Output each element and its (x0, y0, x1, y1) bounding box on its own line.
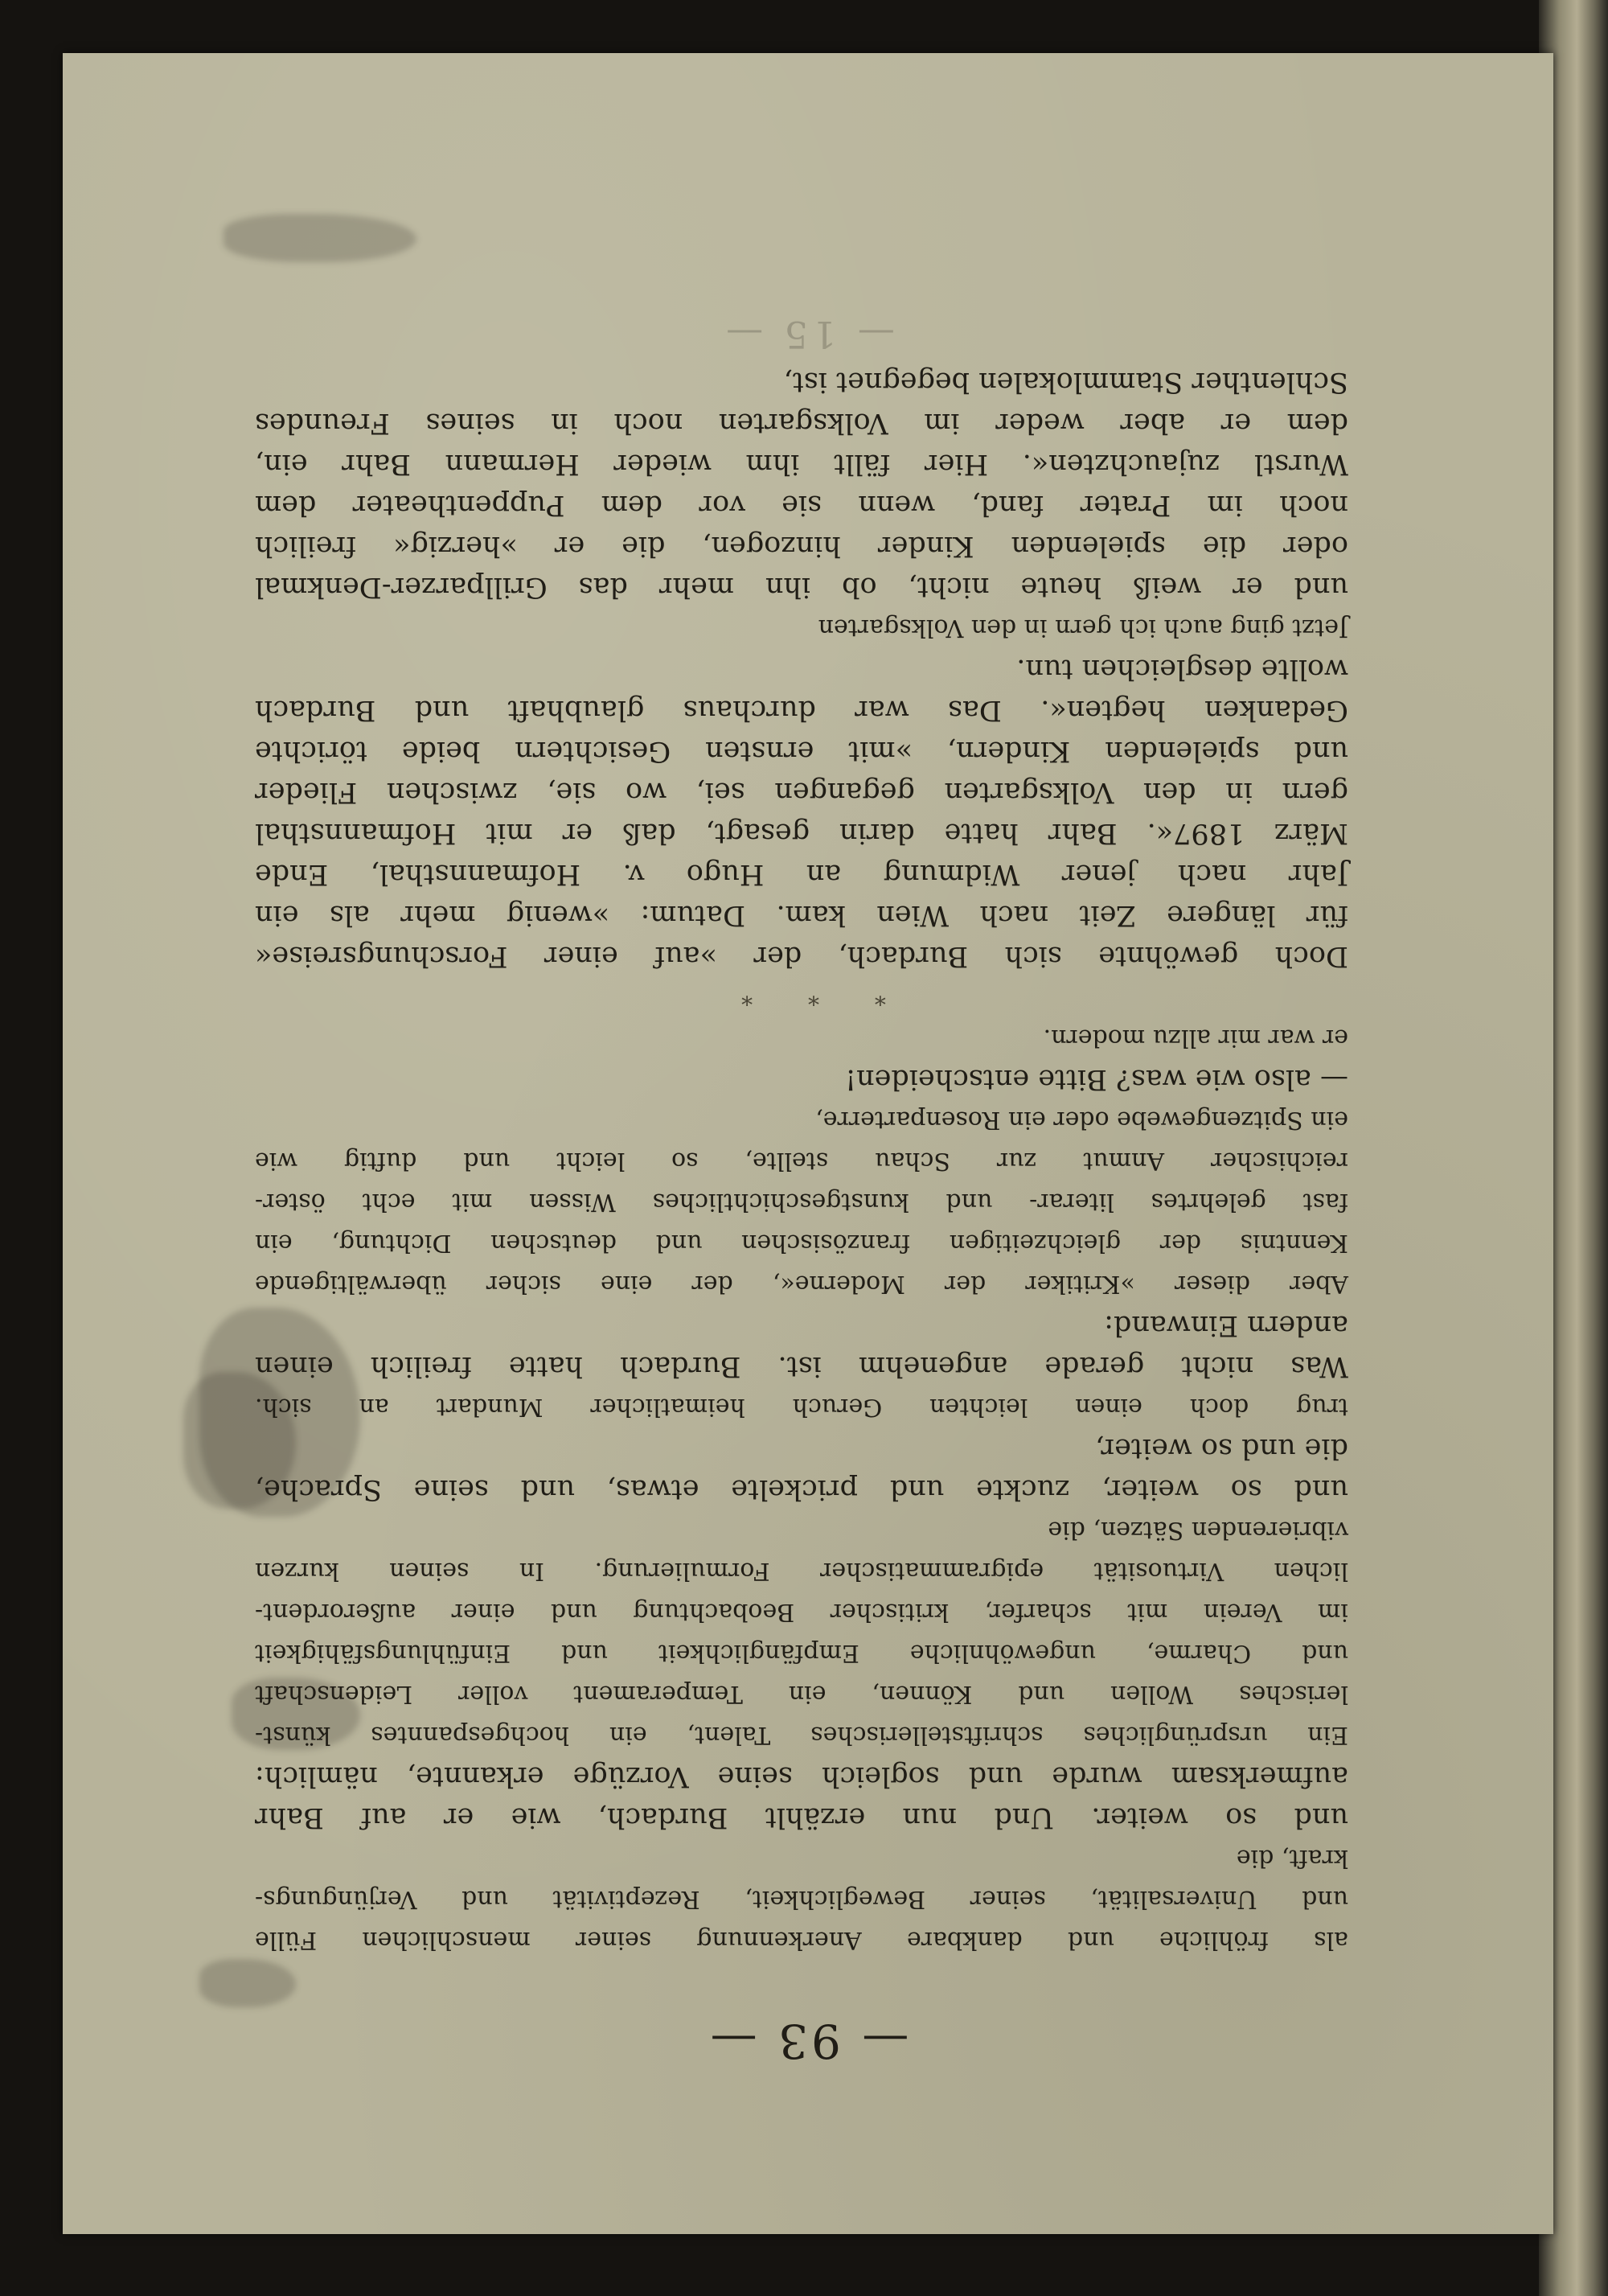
text-line: trug doch einen leichten Geruch heimatlicher Mundart an sich. (255, 1393, 1348, 1421)
text-line: und so weiter, zuckte und prickelte etwas, und seine Sprache, (255, 1473, 1348, 1505)
text-line: Kenntnis der gleichzeitigen französischen und deutschen Dichtung, ein (255, 1229, 1348, 1257)
text-line: die und so weiter, (1095, 1432, 1348, 1464)
section-divider: * * * (717, 984, 886, 1010)
text-line: Schlenther Stammlokalen begegnet ist, (783, 366, 1348, 398)
paper-page (63, 53, 1553, 2234)
text-line: März 1897«. Bahr hatte darin gesagt, daß er mit Hofmannsthal (255, 817, 1348, 849)
body-text (255, 361, 1348, 1961)
text-line: für längere Zeit nach Wien kam. Datum: »wenig mehr als ein (255, 899, 1348, 931)
text-line: er war mir allzu modern. (1043, 1024, 1348, 1052)
text-line: Doch gewöhnte sich Burdach, der »auf einer Forschungsreise« (255, 940, 1348, 972)
text-line: aufmerksam wurde und sogleich seine Vorzüge erkannte, nämlich: (255, 1760, 1348, 1793)
text-line: und spielenden Kindern, »mit ernsten Gesichtern beide törichte (255, 735, 1348, 767)
text-line: fast gelehrtes literar- und kunstgeschichtliches Wissen mit echt öster- (255, 1188, 1348, 1216)
text-line: andern Einwand: (1104, 1309, 1348, 1341)
text-line: wollte desgleichen tun. (1016, 653, 1348, 685)
page-number: — 93 — (707, 2014, 909, 2068)
text-line: Jahr nach jener Widmung an Hugo v. Hofmannsthal, Ende (255, 858, 1348, 890)
text-line: Jetzt ging auch ich gern in den Volksgarten (818, 614, 1348, 642)
text-line: gern in den Volksgarten gegangen sei, wo sie, zwischen Flieder (255, 776, 1348, 808)
text-line: und Charme, ungewöhnliche Empfänglichkeit und Einfühlungsfähigkeit (255, 1639, 1348, 1667)
text-line: ein Spitzengewebe oder ein Rosenparterre, (815, 1106, 1348, 1134)
text-line: Gedanken hegten«. Das war durchaus glaubhaft und Burdach (255, 694, 1348, 726)
inverted-printed-page (63, 53, 1553, 2234)
bleed-through-page-number: — 15 — (721, 313, 895, 356)
text-line: Wurstl zujauchzten«. Hier fällt ihm wieder Hermann Bahr ein, (255, 448, 1348, 480)
text-line: oder die spielenden Kinder hinzogen, die er »herzig« freilich (255, 530, 1348, 562)
text-line: — also wie was? Bitte entscheiden! (845, 1063, 1348, 1095)
text-line: und er weiß heute nicht, ob ihn mehr das Grillparzer-Denkmal (255, 571, 1348, 603)
text-line: Was nicht gerade angenehm ist. Burdach hatte freilich einen (255, 1350, 1348, 1382)
text-line: reichischer Anmut zur Schau stellte, so leicht und duftig wie (255, 1147, 1348, 1175)
text-line: lerisches Wollen und Können, ein Temperament voller Leidenschaft (255, 1680, 1348, 1708)
text-line: und so weiter. Und nun erzählt Burdach, wie er auf Bahr (255, 1801, 1348, 1834)
text-line: vibrierenden Sätzen, die (1048, 1516, 1348, 1544)
text-line: lichen Virtuosität epigrammatischer Formulierung. In seinen kurzen (255, 1557, 1348, 1585)
text-line: kraft, die (1236, 1844, 1348, 1872)
text-line: dem er aber weder im Volksgarten noch in seines Freundes (255, 407, 1348, 439)
text-line: im Verein mit scharfer, kritischer Beobachtung und einer außerordent- (255, 1598, 1348, 1626)
text-line: und Universalität, seiner Beweglichkeit, Rezeptivität und Verjüngungs- (255, 1885, 1348, 1913)
text-line: noch im Prater fand, wenn sie vor dem Puppentheater dem (255, 489, 1348, 521)
text-line: als fröhliche und dankbare Anerkennung seiner menschlichen Fülle (255, 1926, 1348, 1954)
text-line: Aber dieser »Kritiker der Moderne«, der eine sicher überwältigende (255, 1270, 1348, 1298)
text-line: Ein ursprüngliches schriftstellerisches Talent, ein hochgespanntes künst- (255, 1721, 1348, 1749)
